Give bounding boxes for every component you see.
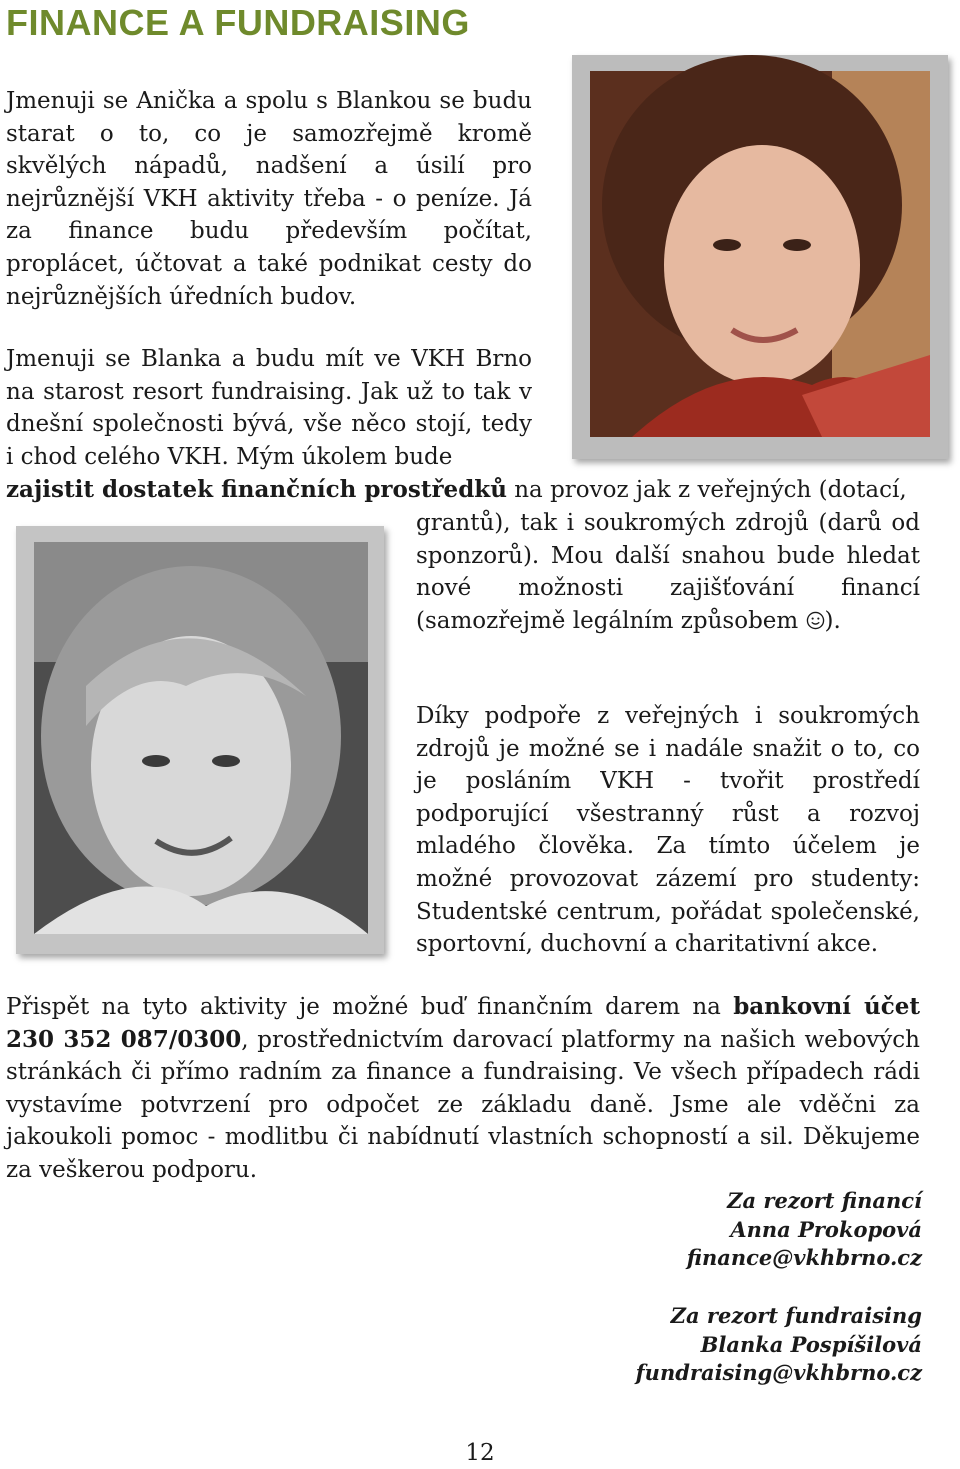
goal-tail: na provoz jak z veřejných (dotací, <box>506 477 907 503</box>
goal-bold: zajistit dostatek finančních prostředků <box>6 476 507 503</box>
support-text: Díky podpoře z veřejných i soukromých zdrojů je možné se i nadále snažit o to, co je posláním VKH - tvořit prostředí podporující všestranný růst a rozvoj mladého člověka. Za tímto účelem je možné provozovat zázemí pro studenty: Studentské centrum, pořádat společenské, sportovní, duchovní a charitativní akce. <box>416 703 920 958</box>
intro-blanka-lead: Jmenuji se Blanka a budu mít ve VKH Brno na starost resort fundraising. Jak už to tak v dnešní společnosti bývá, vše něco stojí, tedy i chod celého VKH. Mým úkolem bude <box>6 346 532 470</box>
intro-anicka: Jmenuji se Anička a spolu s Blankou se budu starat o to, co je samozřejmě kromě skvělých nápadů, nadšení a úsilí pro nejrůznější VKH aktivity třeba - o peníze. Já za finance budu především počítat, proplácet, účtovat a také podnikat cesty do nejrůznějších úředních budov. <box>6 88 532 310</box>
signature-fundraising <box>636 1302 922 1388</box>
signature-email: finance@vkhbrno.cz <box>686 1245 922 1270</box>
signature-role: Za rezort fundraising <box>670 1303 922 1328</box>
signature-finance <box>687 1187 922 1273</box>
smiley-icon <box>806 611 825 630</box>
photo-anicka <box>572 55 948 459</box>
donation-text <box>6 991 920 1187</box>
signature-name: Anna Prokopová <box>730 1216 922 1242</box>
sponsor-text-end: ). <box>824 607 841 634</box>
sponsor-text <box>416 507 920 637</box>
bank-account-number: 230 352 087/0300 <box>6 1025 242 1053</box>
photo-blanka <box>16 526 384 954</box>
bank-account-label: bankovní účet <box>733 993 920 1020</box>
donation-tail: , prostřednictvím darovací platformy na našich webových stránkách či přímo radním za finance a fundraising. Ve všech případech rádi vystavíme potvrzení pro odpočet ze základu daně. Jsme ale vděčni za jakoukoli pomoc - modlitbu či nabídnutí vlastních schopností a sil. Děkujeme za veškerou podporu. <box>6 1026 920 1183</box>
signature-role: Za rezort financí <box>727 1188 922 1213</box>
signature-email: fundraising@vkhbrno.cz <box>635 1360 922 1385</box>
donation-lead: Přispět na tyto aktivity je možné buď finančním darem na <box>6 994 734 1020</box>
page-number: 12 <box>465 1440 495 1466</box>
intro-blanka <box>6 343 532 473</box>
sponsor-text-body: grantů), tak i soukromých zdrojů (darů od sponzorů). Mou další snahou bude hledat nové možnosti zajišťování financí (samozřejmě legálním způsobem <box>416 510 920 634</box>
signature-name: Blanka Pospíšilová <box>700 1331 922 1357</box>
fundraising-goal-line <box>6 474 926 507</box>
page-title: FINANCE A FUNDRAISING <box>6 2 470 43</box>
